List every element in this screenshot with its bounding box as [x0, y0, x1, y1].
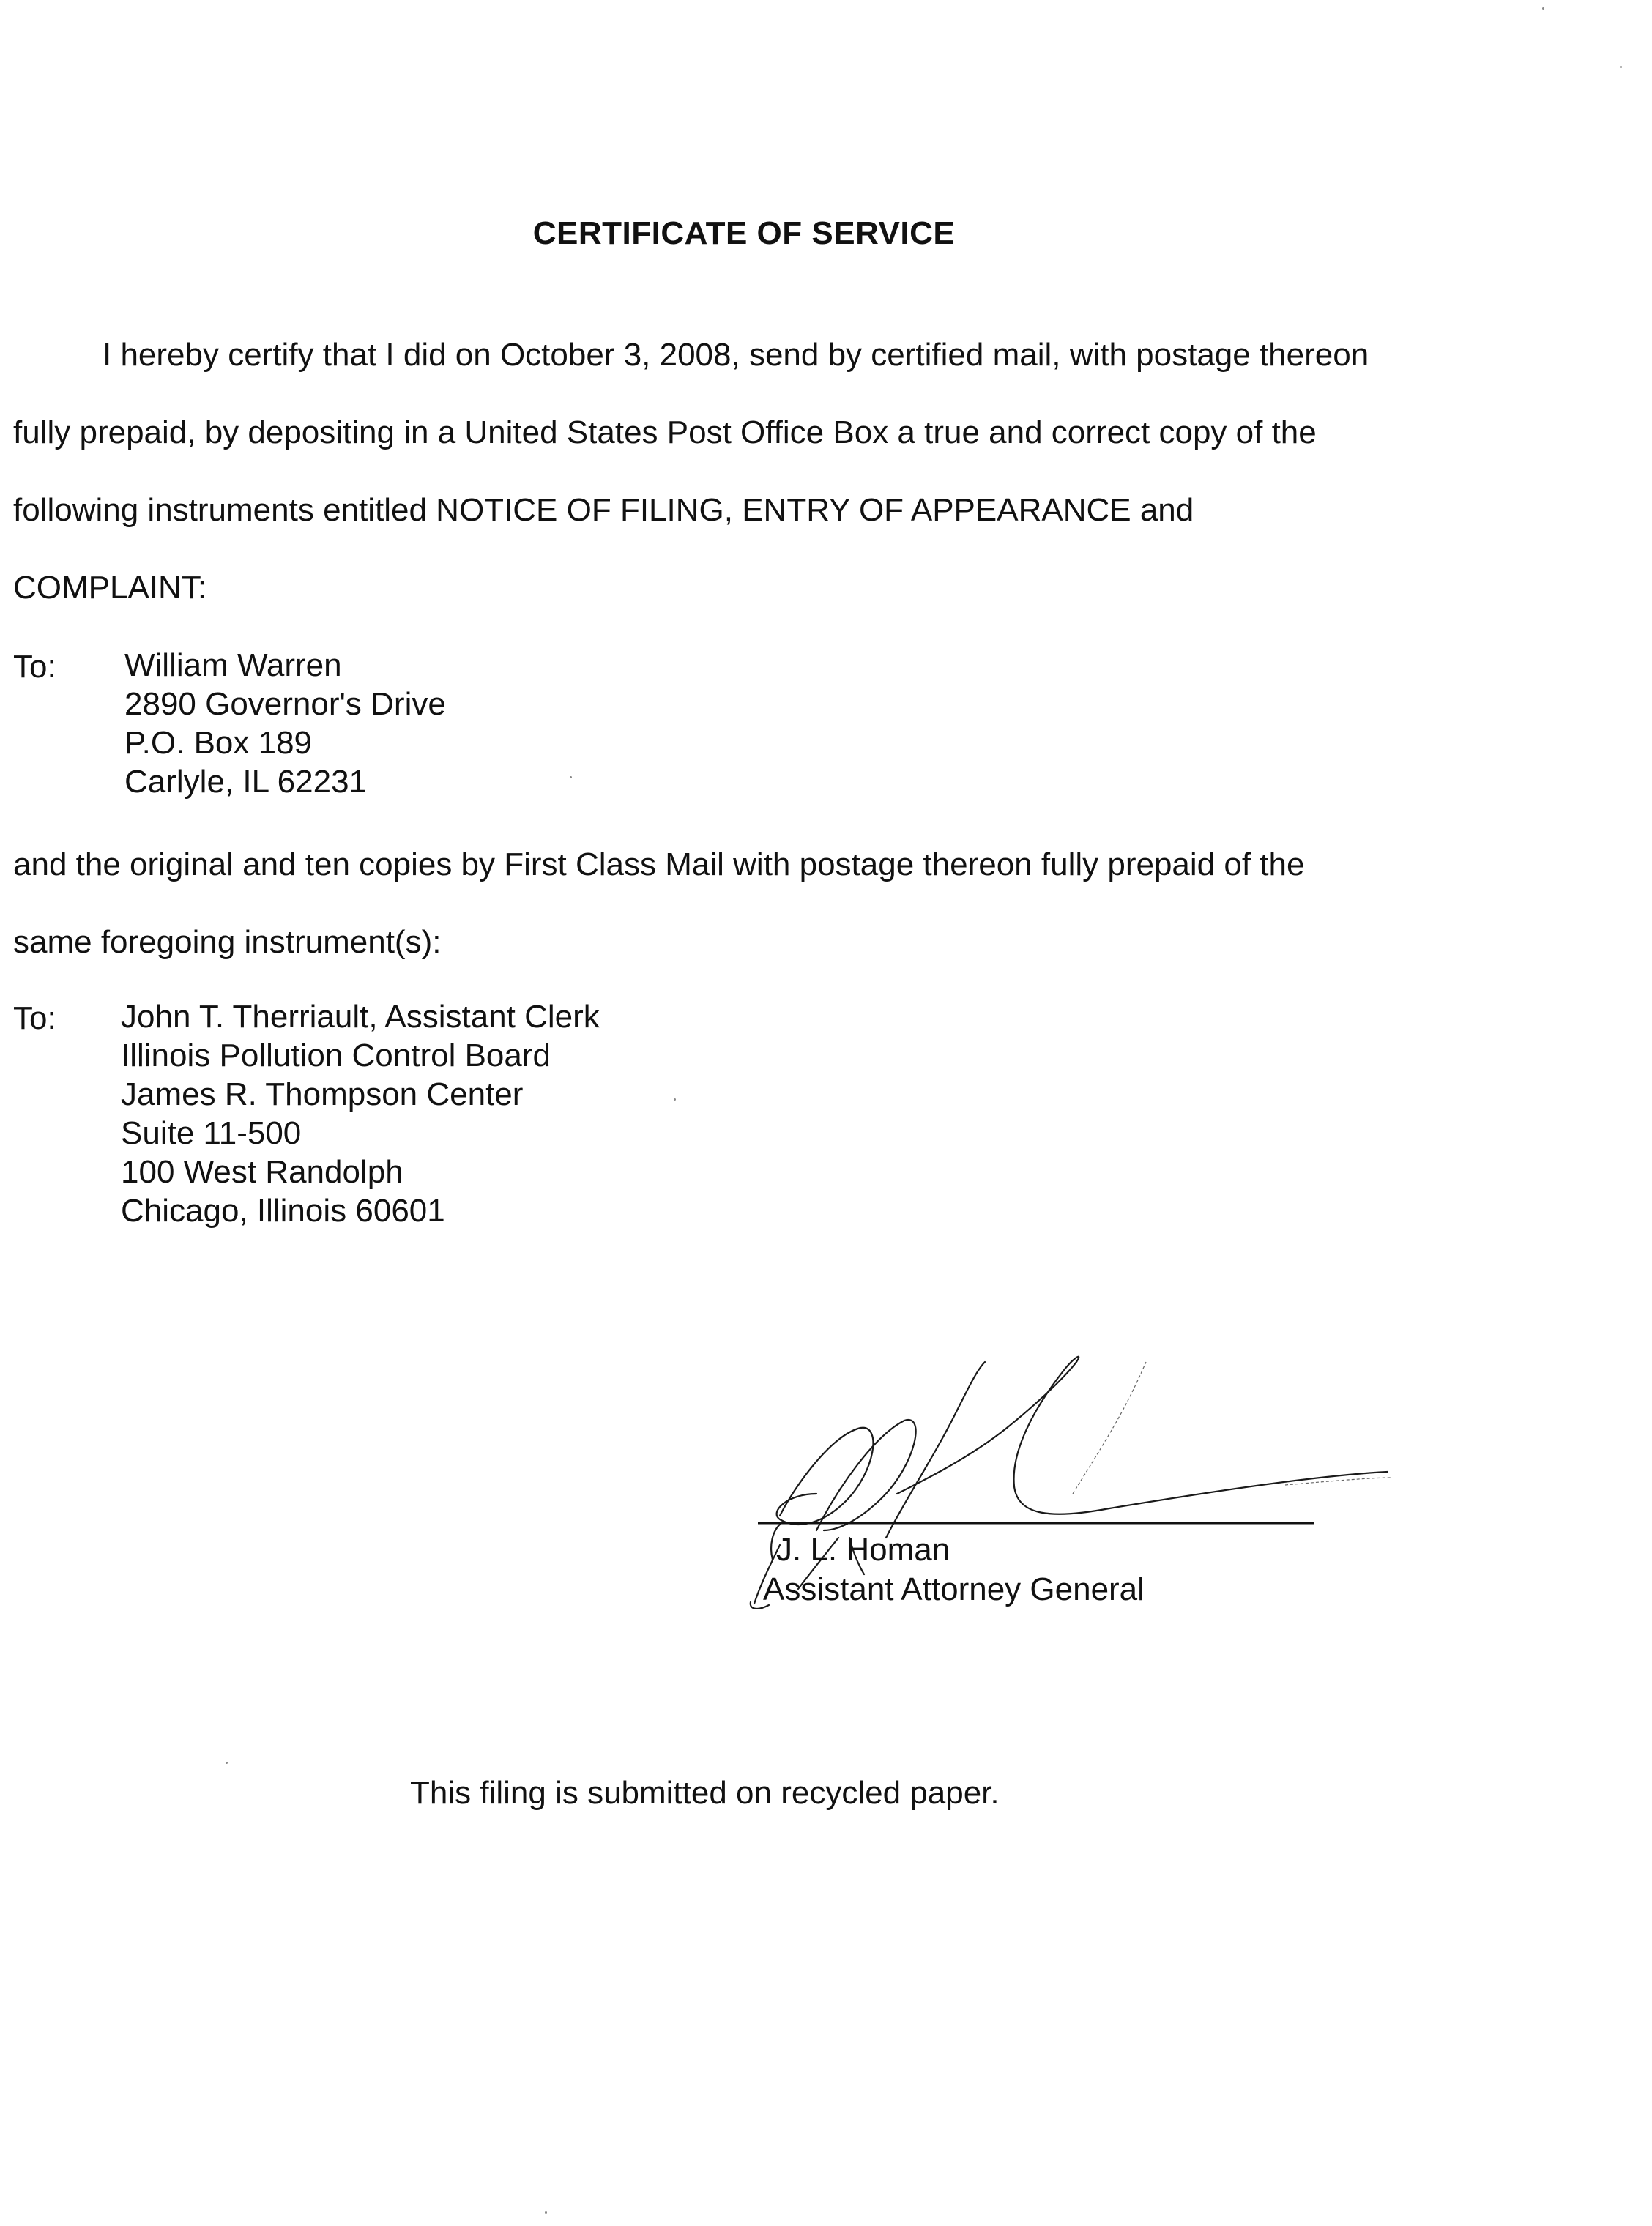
recipient1-line: P.O. Box 189	[124, 725, 313, 761]
recipient2-address	[121, 997, 600, 1230]
paragraph1-line-2: fully prepaid, by depositing in a United States Post Office Box a true and correct copy of the	[13, 414, 1317, 450]
paragraph1-line-1: I hereby certify that I did on October 3, 2008, send by certified mail, with postage thereon	[103, 337, 1369, 373]
recipient1-address	[124, 646, 446, 801]
recipient2-to-label: To:	[13, 1000, 56, 1036]
scan-speck	[1542, 7, 1544, 10]
recycled-paper-footer: This filing is submitted on recycled paper.	[410, 1775, 1000, 1811]
scan-speck	[570, 776, 572, 778]
signatory-name: J. L. Homan	[776, 1532, 950, 1568]
recipient2-line: James R. Thompson Center	[121, 1076, 524, 1112]
paragraph1-line-4: COMPLAINT:	[13, 570, 207, 606]
recipient1-line: William Warren	[124, 647, 342, 683]
recipient2-line: Suite 11-500	[121, 1115, 302, 1151]
scan-speck	[226, 1762, 228, 1764]
recipient2-line: Chicago, Illinois 60601	[121, 1193, 445, 1229]
paragraph2-line-1: and the original and ten copies by First Class Mail with postage thereon fully prepaid of the	[13, 846, 1305, 882]
recipient2-line: Illinois Pollution Control Board	[121, 1038, 551, 1073]
scan-speck	[1620, 66, 1622, 68]
scan-speck	[674, 1098, 676, 1101]
signatory-title: Assistant Attorney General	[763, 1571, 1145, 1607]
recipient1-to-label: To:	[13, 649, 56, 685]
recipient2-line: 100 West Randolph	[121, 1154, 403, 1190]
paragraph1-line-3: following instruments entitled NOTICE OF FILING, ENTRY OF APPEARANCE and	[13, 492, 1194, 528]
recipient1-line: Carlyle, IL 62231	[124, 764, 368, 800]
scan-speck	[545, 2211, 547, 2214]
recipient1-line: 2890 Governor's Drive	[124, 686, 446, 722]
paragraph2-line-2: same foregoing instrument(s):	[13, 924, 442, 960]
document-title: CERTIFICATE OF SERVICE	[532, 215, 956, 251]
recipient2-line: John T. Therriault, Assistant Clerk	[121, 999, 600, 1035]
